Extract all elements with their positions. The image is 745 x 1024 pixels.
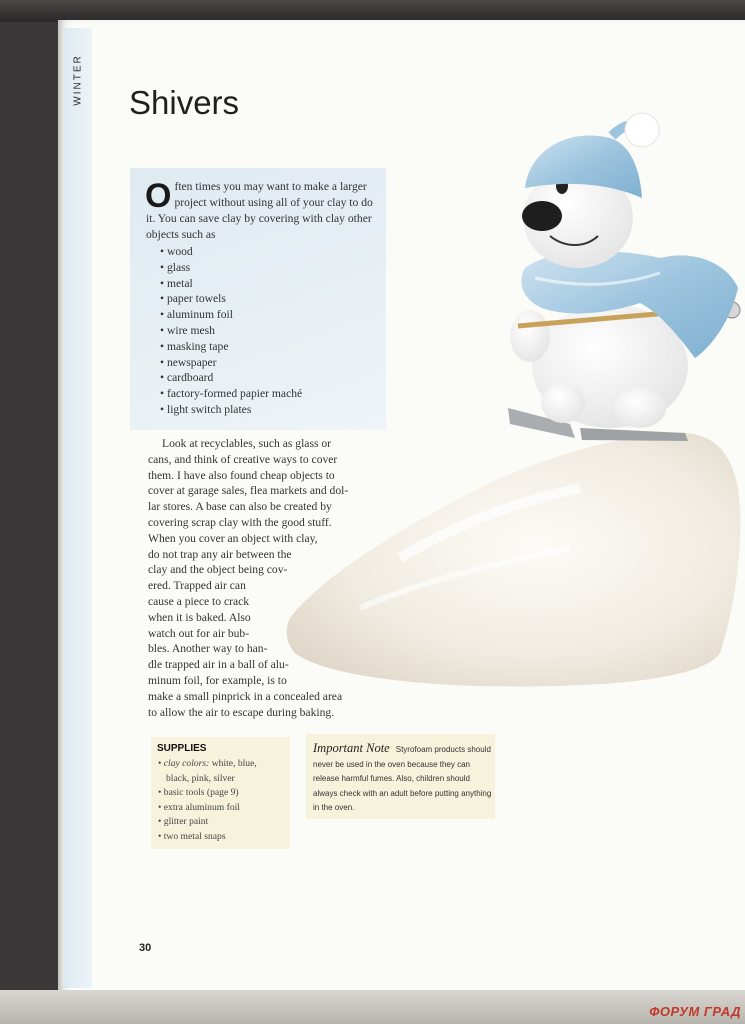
supply-item xyxy=(158,772,257,787)
section-tab-label: WINTER xyxy=(72,54,84,106)
supply-item-text: glitter paint xyxy=(163,816,209,828)
body-line: to allow the air to escape during baking. xyxy=(148,705,335,719)
body-line: minum foil, for example, is to xyxy=(148,673,287,687)
watermark: ФОРУМ ГРАД xyxy=(649,1004,741,1019)
body-line: cover at garage sales, flea markets and dol- xyxy=(148,484,349,498)
body-line: when it is baked. Also xyxy=(148,610,251,624)
supplies-list xyxy=(158,757,257,845)
material-item: • light switch plates xyxy=(160,402,302,418)
page-title: Shivers xyxy=(129,84,240,121)
snow-mound xyxy=(287,433,741,687)
body-line: cans, and think of creative ways to cover xyxy=(148,452,338,466)
material-item: • glass xyxy=(160,260,302,276)
important-note-title: Important Note xyxy=(313,741,390,755)
scan-bottom-edge xyxy=(0,990,745,1024)
body-line: make a small pinprick in a concealed area xyxy=(148,689,343,703)
material-item: • cardboard xyxy=(160,370,302,386)
body-line: them. I have also found cheap objects to xyxy=(148,468,335,482)
material-item: • metal xyxy=(160,276,302,292)
drop-cap: O xyxy=(145,177,172,215)
material-item: • aluminum foil xyxy=(160,307,302,323)
body-line: When you cover an object with clay, xyxy=(148,531,318,545)
body-line: do not trap any air between the xyxy=(148,547,292,561)
body-line: watch out for air bub- xyxy=(148,626,250,640)
body-line: dle trapped air in a ball of alu- xyxy=(148,658,289,672)
supplies-title: SUPPLIES xyxy=(157,743,207,754)
body-line: lar stores. A base can also be created by xyxy=(148,500,332,514)
material-item: • wire mesh xyxy=(160,323,302,339)
supply-item-lead: clay colors: xyxy=(163,758,210,769)
important-note xyxy=(313,741,493,816)
scan-top-edge xyxy=(0,0,745,22)
polar-bear-skier-illustration xyxy=(280,108,745,698)
material-item: • masking tape xyxy=(160,339,302,355)
body-line: cause a piece to crack xyxy=(148,594,250,608)
important-note-text: Styrofoam products should never be used in the oven because they can release harmful fumes. Also, children should always check with an adult before putting anything in the oven. xyxy=(313,745,492,813)
material-item: • wood xyxy=(160,244,302,260)
section-strip xyxy=(64,28,92,988)
body-line: covering scrap clay with the good stuff. xyxy=(148,515,332,529)
material-item: • factory-formed papier maché xyxy=(160,386,302,402)
intro-text: ften times you may want to make a larger project without using all of your clay to do it. You can save clay by covering with clay other objects such as xyxy=(146,180,373,241)
supply-item xyxy=(158,830,257,845)
body-line: bles. Another way to han- xyxy=(148,642,268,656)
supply-item xyxy=(158,757,257,772)
supply-item-text: two metal snaps xyxy=(163,830,226,842)
page-number: 30 xyxy=(139,942,152,954)
supply-item-text: basic tools (page 9) xyxy=(163,787,239,799)
supply-item xyxy=(158,815,257,830)
body-line: clay and the object being cov- xyxy=(148,563,288,577)
material-item: • newspaper xyxy=(160,355,302,371)
supply-item-text: white, blue, xyxy=(209,758,257,769)
supply-item xyxy=(158,786,257,801)
supply-item-text: extra aluminum foil xyxy=(163,801,240,813)
supply-item-text: black, pink, silver xyxy=(166,772,235,784)
body-line: Look at recyclables, such as glass or xyxy=(162,437,332,450)
supply-item xyxy=(158,801,257,816)
material-item: • paper towels xyxy=(160,291,302,307)
body-line: ered. Trapped air can xyxy=(148,579,246,593)
